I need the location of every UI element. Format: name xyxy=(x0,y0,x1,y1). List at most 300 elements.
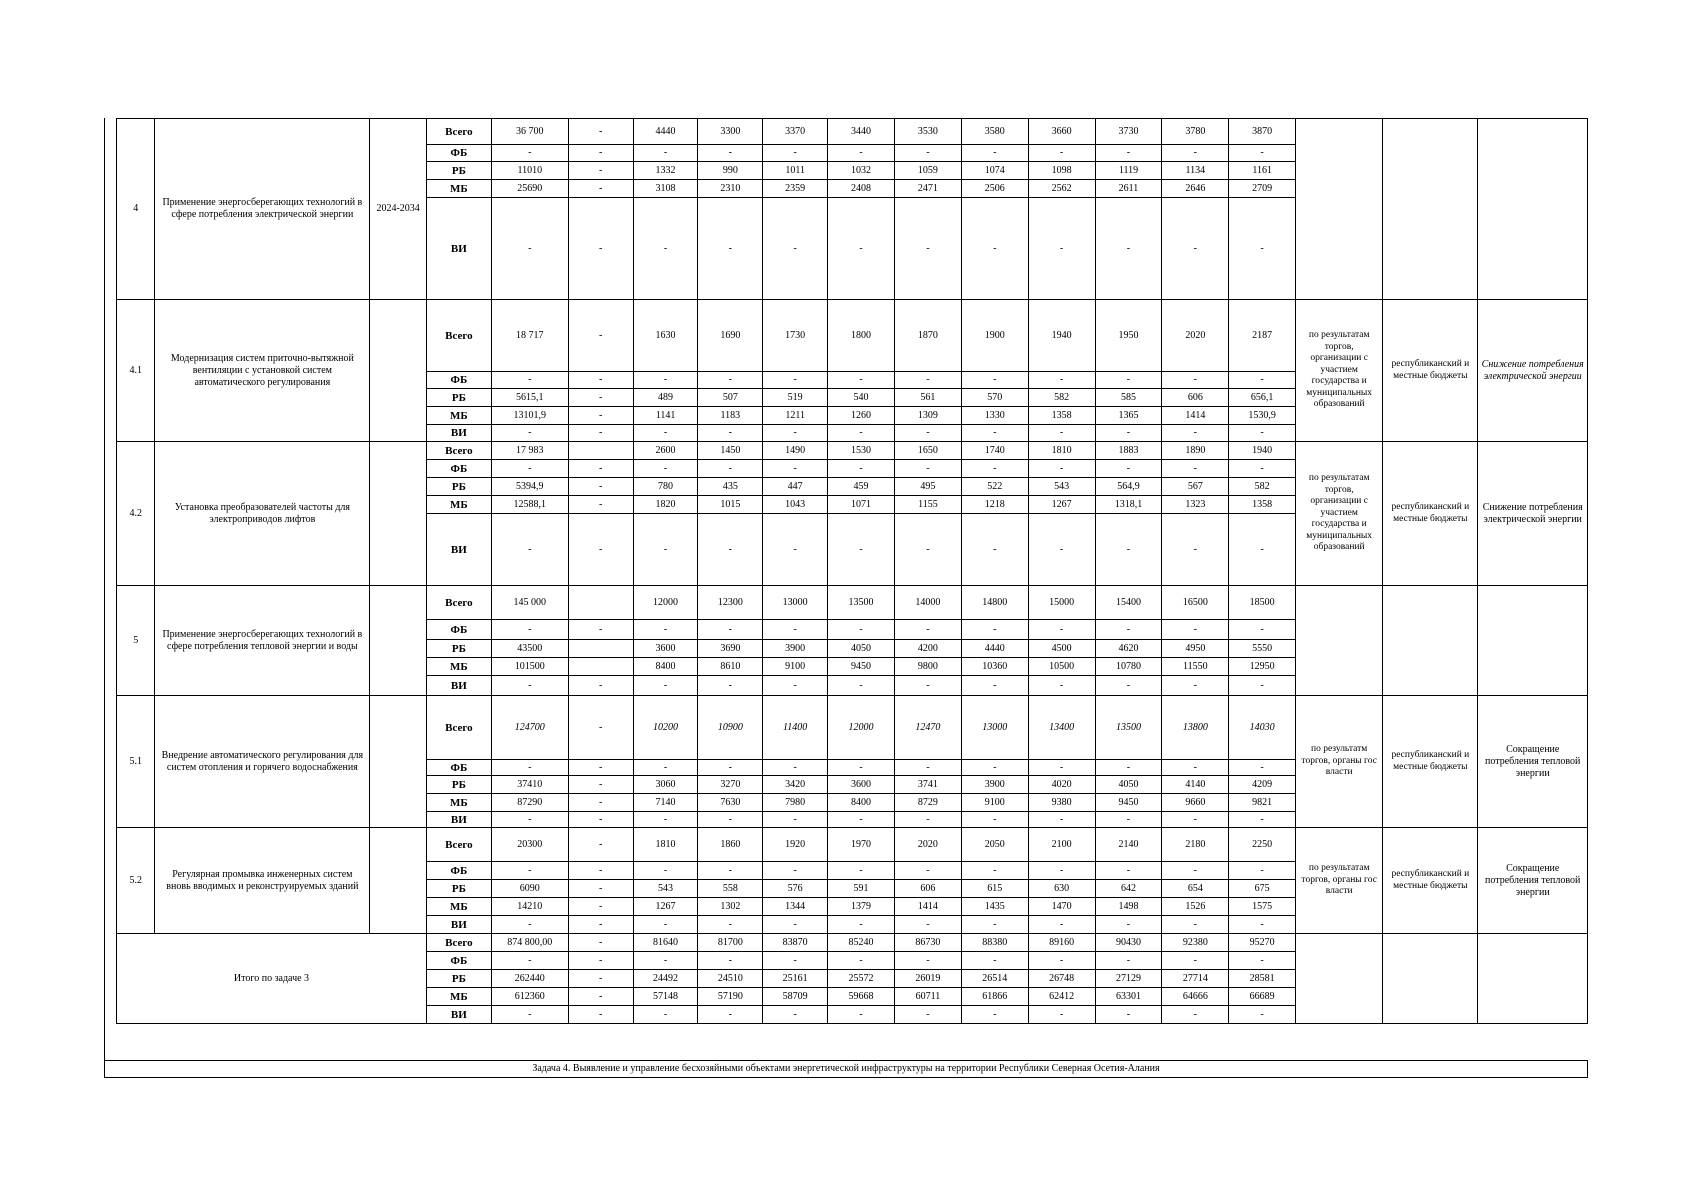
funding-source: Всего xyxy=(426,934,491,952)
year-value-cell: 654 xyxy=(1162,880,1229,898)
measure-period xyxy=(370,696,427,828)
year-value-cell: 1530 xyxy=(828,442,895,460)
table-row xyxy=(117,828,1588,862)
year-value-cell: - xyxy=(1095,760,1162,776)
year-value-cell: - xyxy=(961,198,1028,300)
year-value-cell: - xyxy=(763,425,828,442)
year-value-cell: 2180 xyxy=(1162,828,1229,862)
executor-cell: по результатам торгов, органы гос власти xyxy=(1296,828,1383,934)
funding-source: ВИ xyxy=(426,676,491,696)
year-value-cell: 3270 xyxy=(698,776,763,794)
year-value-cell: 1134 xyxy=(1162,162,1229,180)
year-value-cell: 26748 xyxy=(1028,970,1095,988)
year-value-cell: 2250 xyxy=(1229,828,1296,862)
total-cell: 612360 xyxy=(491,988,568,1006)
year-value-cell: 507 xyxy=(698,389,763,407)
measure-name: Внедрение автоматического регулирования для систем отопления и горячего водоснабжения xyxy=(155,696,370,828)
year-value-cell: - xyxy=(763,676,828,696)
year-value-cell: - xyxy=(1229,952,1296,970)
funding-source: МБ xyxy=(426,407,491,425)
year-value-cell: - xyxy=(763,460,828,478)
total-cell: 145 000 xyxy=(491,586,568,620)
year-value-cell: 13400 xyxy=(1028,696,1095,760)
total-cell: - xyxy=(491,952,568,970)
year-value-cell: - xyxy=(828,460,895,478)
year-value-cell: - xyxy=(1229,1006,1296,1024)
year-value-cell: - xyxy=(1162,862,1229,880)
year-value-cell: 28581 xyxy=(1229,970,1296,988)
expected-result-cell: Сокращение потребления тепловой энергии xyxy=(1478,828,1588,934)
measure-number: 4.2 xyxy=(117,442,155,586)
year-value-cell: - xyxy=(894,952,961,970)
funding-source: ВИ xyxy=(426,916,491,934)
year-2024-cell: - xyxy=(568,1006,633,1024)
total-cell: - xyxy=(491,620,568,640)
measures-table xyxy=(116,118,1588,1024)
funding-type-cell xyxy=(1383,119,1478,300)
year-value-cell: 1970 xyxy=(828,828,895,862)
year-value-cell: 675 xyxy=(1229,880,1296,898)
funding-source: ФБ xyxy=(426,760,491,776)
year-value-cell: - xyxy=(763,198,828,300)
year-value-cell: - xyxy=(1162,1006,1229,1024)
total-cell: 5615,1 xyxy=(491,389,568,407)
year-value-cell: 81640 xyxy=(633,934,698,952)
year-value-cell: - xyxy=(1028,952,1095,970)
year-value-cell: 12470 xyxy=(894,696,961,760)
year-value-cell: - xyxy=(1162,812,1229,828)
year-2024-cell: - xyxy=(568,198,633,300)
total-cell: 5394,9 xyxy=(491,478,568,496)
year-value-cell: 63301 xyxy=(1095,988,1162,1006)
year-value-cell: - xyxy=(1095,1006,1162,1024)
year-value-cell: - xyxy=(1229,425,1296,442)
year-value-cell: 540 xyxy=(828,389,895,407)
year-value-cell: - xyxy=(828,620,895,640)
year-value-cell: 1820 xyxy=(633,496,698,514)
year-value-cell: - xyxy=(698,1006,763,1024)
year-value-cell: 11550 xyxy=(1162,658,1229,676)
year-value-cell: 1810 xyxy=(633,828,698,862)
year-value-cell: 1183 xyxy=(698,407,763,425)
year-value-cell: 3370 xyxy=(763,119,828,145)
year-value-cell: 1450 xyxy=(698,442,763,460)
year-2024-cell xyxy=(568,586,633,620)
year-value-cell: 1260 xyxy=(828,407,895,425)
left-border-strip xyxy=(104,118,116,1061)
year-value-cell: - xyxy=(763,862,828,880)
year-value-cell: 606 xyxy=(894,880,961,898)
year-2024-cell: - xyxy=(568,880,633,898)
year-value-cell: - xyxy=(961,916,1028,934)
year-value-cell: 435 xyxy=(698,478,763,496)
year-value-cell: - xyxy=(1095,620,1162,640)
year-value-cell: - xyxy=(828,676,895,696)
year-value-cell: - xyxy=(763,145,828,162)
year-value-cell: - xyxy=(763,1006,828,1024)
year-2024-cell: - xyxy=(568,514,633,586)
year-value-cell: - xyxy=(1162,460,1229,478)
year-value-cell: 1940 xyxy=(1229,442,1296,460)
total-cell: 12588,1 xyxy=(491,496,568,514)
year-value-cell: 5550 xyxy=(1229,640,1296,658)
year-value-cell: 1161 xyxy=(1229,162,1296,180)
year-value-cell: 585 xyxy=(1095,389,1162,407)
year-2024-cell: - xyxy=(568,934,633,952)
year-value-cell: - xyxy=(1095,812,1162,828)
year-value-cell: - xyxy=(698,676,763,696)
year-value-cell: 2359 xyxy=(763,180,828,198)
funding-source: МБ xyxy=(426,496,491,514)
funding-source: МБ xyxy=(426,988,491,1006)
year-value-cell: - xyxy=(828,514,895,586)
year-value-cell: 522 xyxy=(961,478,1028,496)
funding-source: ВИ xyxy=(426,198,491,300)
year-2024-cell: - xyxy=(568,425,633,442)
year-value-cell: 1358 xyxy=(1028,407,1095,425)
year-value-cell: 3780 xyxy=(1162,119,1229,145)
year-value-cell: 90430 xyxy=(1095,934,1162,952)
year-value-cell: 3300 xyxy=(698,119,763,145)
year-value-cell: 1141 xyxy=(633,407,698,425)
year-value-cell: 10200 xyxy=(633,696,698,760)
year-value-cell: 1414 xyxy=(1162,407,1229,425)
year-2024-cell xyxy=(568,640,633,658)
year-2024-cell: - xyxy=(568,898,633,916)
year-value-cell: 81700 xyxy=(698,934,763,952)
year-value-cell: - xyxy=(961,1006,1028,1024)
year-value-cell: 10900 xyxy=(698,696,763,760)
year-value-cell: - xyxy=(1028,514,1095,586)
year-value-cell: 57190 xyxy=(698,988,763,1006)
funding-source: ФБ xyxy=(426,460,491,478)
year-value-cell: - xyxy=(1028,372,1095,389)
total-cell: 11010 xyxy=(491,162,568,180)
total-cell: - xyxy=(491,514,568,586)
year-value-cell: 558 xyxy=(698,880,763,898)
year-value-cell: 3060 xyxy=(633,776,698,794)
year-value-cell: - xyxy=(633,676,698,696)
year-value-cell: 615 xyxy=(961,880,1028,898)
year-value-cell: - xyxy=(828,372,895,389)
year-value-cell: - xyxy=(1095,862,1162,880)
year-2024-cell: - xyxy=(568,988,633,1006)
year-value-cell: - xyxy=(1095,145,1162,162)
year-value-cell: 12300 xyxy=(698,586,763,620)
year-value-cell: - xyxy=(698,620,763,640)
total-cell: 37410 xyxy=(491,776,568,794)
funding-type-cell: республиканский и местные бюджеты xyxy=(1383,442,1478,586)
year-value-cell: 1318,1 xyxy=(1095,496,1162,514)
funding-source: ВИ xyxy=(426,1006,491,1024)
year-value-cell: - xyxy=(894,812,961,828)
year-value-cell: 14000 xyxy=(894,586,961,620)
year-value-cell: 561 xyxy=(894,389,961,407)
year-value-cell: 3108 xyxy=(633,180,698,198)
year-value-cell: 582 xyxy=(1028,389,1095,407)
total-cell: 101500 xyxy=(491,658,568,676)
total-cell: 25690 xyxy=(491,180,568,198)
year-value-cell: 2471 xyxy=(894,180,961,198)
funding-source: МБ xyxy=(426,898,491,916)
funding-source: ВИ xyxy=(426,514,491,586)
executor-cell: по результатм торгов, органы гос власти xyxy=(1296,696,1383,828)
year-value-cell: - xyxy=(894,372,961,389)
year-2024-cell: - xyxy=(568,180,633,198)
total-cell: 14210 xyxy=(491,898,568,916)
table-row xyxy=(117,696,1588,760)
year-value-cell: 519 xyxy=(763,389,828,407)
year-value-cell: 4200 xyxy=(894,640,961,658)
funding-source: ВИ xyxy=(426,812,491,828)
year-2024-cell: - xyxy=(568,145,633,162)
year-value-cell: 1309 xyxy=(894,407,961,425)
measure-period xyxy=(370,300,427,442)
year-value-cell: 1365 xyxy=(1095,407,1162,425)
funding-source: РБ xyxy=(426,970,491,988)
year-value-cell: 642 xyxy=(1095,880,1162,898)
year-value-cell: 1470 xyxy=(1028,898,1095,916)
year-value-cell: 8610 xyxy=(698,658,763,676)
year-2024-cell: - xyxy=(568,776,633,794)
year-value-cell: 656,1 xyxy=(1229,389,1296,407)
year-value-cell: 567 xyxy=(1162,478,1229,496)
year-value-cell: 1900 xyxy=(961,300,1028,372)
year-value-cell: 24510 xyxy=(698,970,763,988)
year-2024-cell: - xyxy=(568,970,633,988)
year-value-cell: 27129 xyxy=(1095,970,1162,988)
expected-result-cell xyxy=(1478,586,1588,696)
year-value-cell: 1043 xyxy=(763,496,828,514)
year-value-cell: 2140 xyxy=(1095,828,1162,862)
total-cell: - xyxy=(491,198,568,300)
year-value-cell: 3870 xyxy=(1229,119,1296,145)
year-value-cell: 2709 xyxy=(1229,180,1296,198)
year-value-cell: 2187 xyxy=(1229,300,1296,372)
year-value-cell: - xyxy=(894,916,961,934)
executor-cell xyxy=(1296,586,1383,696)
year-value-cell: 2611 xyxy=(1095,180,1162,198)
year-value-cell: - xyxy=(894,620,961,640)
year-value-cell: 606 xyxy=(1162,389,1229,407)
year-value-cell: 1883 xyxy=(1095,442,1162,460)
year-value-cell: 1730 xyxy=(763,300,828,372)
year-value-cell: 4140 xyxy=(1162,776,1229,794)
expected-result-cell: Снижение потребления электрической энергии xyxy=(1478,300,1588,442)
year-value-cell: - xyxy=(1095,676,1162,696)
funding-source: Всего xyxy=(426,828,491,862)
year-value-cell: - xyxy=(894,198,961,300)
year-value-cell: - xyxy=(894,760,961,776)
year-value-cell: 2050 xyxy=(961,828,1028,862)
year-value-cell: - xyxy=(828,425,895,442)
measure-name: Регулярная промывка инженерных систем вновь вводимых и реконструируемых зданий xyxy=(155,828,370,934)
year-value-cell: - xyxy=(1229,916,1296,934)
year-value-cell: 9800 xyxy=(894,658,961,676)
funding-source: Всего xyxy=(426,586,491,620)
funding-source: МБ xyxy=(426,180,491,198)
year-value-cell: - xyxy=(698,916,763,934)
year-value-cell: - xyxy=(1028,916,1095,934)
year-value-cell: 1074 xyxy=(961,162,1028,180)
measure-period xyxy=(370,586,427,696)
year-2024-cell xyxy=(568,442,633,460)
year-value-cell: - xyxy=(894,425,961,442)
measure-period xyxy=(370,442,427,586)
funding-type-cell xyxy=(1383,934,1478,1024)
year-2024-cell: - xyxy=(568,916,633,934)
funding-source: РБ xyxy=(426,776,491,794)
year-value-cell: 62412 xyxy=(1028,988,1095,1006)
funding-source: МБ xyxy=(426,794,491,812)
funding-source: РБ xyxy=(426,880,491,898)
year-value-cell: - xyxy=(763,952,828,970)
year-value-cell: - xyxy=(698,812,763,828)
measure-name: Применение энергосберегающих технологий в сфере потребления электрической энергии xyxy=(155,119,370,300)
year-value-cell: - xyxy=(961,760,1028,776)
year-value-cell: 3600 xyxy=(633,640,698,658)
year-value-cell: 92380 xyxy=(1162,934,1229,952)
year-value-cell: 12950 xyxy=(1229,658,1296,676)
year-value-cell: 1575 xyxy=(1229,898,1296,916)
year-value-cell: 1267 xyxy=(1028,496,1095,514)
year-2024-cell: - xyxy=(568,620,633,640)
total-cell: - xyxy=(491,676,568,696)
year-value-cell: - xyxy=(633,952,698,970)
year-value-cell: 1302 xyxy=(698,898,763,916)
year-value-cell: 16500 xyxy=(1162,586,1229,620)
year-value-cell: 1950 xyxy=(1095,300,1162,372)
year-2024-cell: - xyxy=(568,696,633,760)
year-value-cell: 4440 xyxy=(961,640,1028,658)
year-value-cell: 14800 xyxy=(961,586,1028,620)
expected-result-cell xyxy=(1478,119,1588,300)
funding-source: Всего xyxy=(426,442,491,460)
year-value-cell: 1358 xyxy=(1229,496,1296,514)
year-value-cell: - xyxy=(1162,372,1229,389)
year-value-cell: - xyxy=(1028,676,1095,696)
year-value-cell: 2646 xyxy=(1162,180,1229,198)
year-value-cell: 9821 xyxy=(1229,794,1296,812)
year-2024-cell: - xyxy=(568,460,633,478)
funding-source: РБ xyxy=(426,478,491,496)
funding-source: ФБ xyxy=(426,372,491,389)
year-value-cell: - xyxy=(828,952,895,970)
year-value-cell: 1498 xyxy=(1095,898,1162,916)
year-value-cell: 57148 xyxy=(633,988,698,1006)
year-value-cell: - xyxy=(633,460,698,478)
year-value-cell: - xyxy=(633,145,698,162)
year-value-cell: 1920 xyxy=(763,828,828,862)
year-value-cell: 1332 xyxy=(633,162,698,180)
table-row xyxy=(117,586,1588,620)
year-value-cell: 543 xyxy=(1028,478,1095,496)
year-value-cell: 58709 xyxy=(763,988,828,1006)
year-value-cell: - xyxy=(698,145,763,162)
year-value-cell: - xyxy=(1229,514,1296,586)
year-value-cell: 1059 xyxy=(894,162,961,180)
year-value-cell: 10500 xyxy=(1028,658,1095,676)
total-cell: 17 983 xyxy=(491,442,568,460)
year-value-cell: 3580 xyxy=(961,119,1028,145)
year-value-cell: 3440 xyxy=(828,119,895,145)
year-value-cell: 582 xyxy=(1229,478,1296,496)
year-value-cell: - xyxy=(1028,145,1095,162)
year-2024-cell: - xyxy=(568,372,633,389)
year-value-cell: - xyxy=(1095,460,1162,478)
year-value-cell: 9100 xyxy=(763,658,828,676)
year-value-cell: 1526 xyxy=(1162,898,1229,916)
year-value-cell: 4050 xyxy=(1095,776,1162,794)
year-value-cell: 4500 xyxy=(1028,640,1095,658)
measure-name: Модернизация систем приточно-вытяжной вентиляции с установкой систем автоматического регулирования xyxy=(155,300,370,442)
expected-result-cell xyxy=(1478,934,1588,1024)
executor-cell xyxy=(1296,119,1383,300)
table-row xyxy=(117,300,1588,372)
year-value-cell: - xyxy=(1229,145,1296,162)
executor-cell xyxy=(1296,934,1383,1024)
year-value-cell: 2600 xyxy=(633,442,698,460)
year-value-cell: - xyxy=(961,460,1028,478)
year-value-cell: 447 xyxy=(763,478,828,496)
year-value-cell: - xyxy=(698,425,763,442)
year-value-cell: - xyxy=(698,372,763,389)
year-2024-cell: - xyxy=(568,389,633,407)
year-value-cell: 3690 xyxy=(698,640,763,658)
year-value-cell: 2506 xyxy=(961,180,1028,198)
measure-name: Применение энергосберегающих технологий в сфере потребления тепловой энергии и воды xyxy=(155,586,370,696)
year-value-cell: 495 xyxy=(894,478,961,496)
year-value-cell: 4440 xyxy=(633,119,698,145)
year-value-cell: 59668 xyxy=(828,988,895,1006)
year-value-cell: - xyxy=(1028,760,1095,776)
year-value-cell: - xyxy=(1229,760,1296,776)
year-value-cell: 3900 xyxy=(961,776,1028,794)
funding-source: ФБ xyxy=(426,952,491,970)
year-value-cell: 990 xyxy=(698,162,763,180)
table-row xyxy=(117,934,1588,952)
year-value-cell: - xyxy=(961,676,1028,696)
year-value-cell: - xyxy=(1028,1006,1095,1024)
year-value-cell: 1218 xyxy=(961,496,1028,514)
funding-source: ФБ xyxy=(426,862,491,880)
year-value-cell: 66689 xyxy=(1229,988,1296,1006)
year-value-cell: - xyxy=(633,620,698,640)
year-value-cell: - xyxy=(894,862,961,880)
funding-type-cell: республиканский и местные бюджеты xyxy=(1383,300,1478,442)
total-cell: - xyxy=(491,460,568,478)
year-value-cell: - xyxy=(763,812,828,828)
measure-number: 4.1 xyxy=(117,300,155,442)
year-value-cell: - xyxy=(961,952,1028,970)
year-value-cell: 2408 xyxy=(828,180,895,198)
year-value-cell: - xyxy=(961,862,1028,880)
year-value-cell: 4020 xyxy=(1028,776,1095,794)
total-cell: - xyxy=(491,425,568,442)
table-row xyxy=(117,119,1588,145)
year-value-cell: 9660 xyxy=(1162,794,1229,812)
year-2024-cell: - xyxy=(568,300,633,372)
year-value-cell: 24492 xyxy=(633,970,698,988)
year-value-cell: 1323 xyxy=(1162,496,1229,514)
year-value-cell: 1098 xyxy=(1028,162,1095,180)
expected-result-cell: Сокращение потребления тепловой энергии xyxy=(1478,696,1588,828)
total-cell: 262440 xyxy=(491,970,568,988)
year-value-cell: 3420 xyxy=(763,776,828,794)
total-cell: - xyxy=(491,916,568,934)
year-value-cell: 2020 xyxy=(1162,300,1229,372)
year-value-cell: - xyxy=(1028,425,1095,442)
